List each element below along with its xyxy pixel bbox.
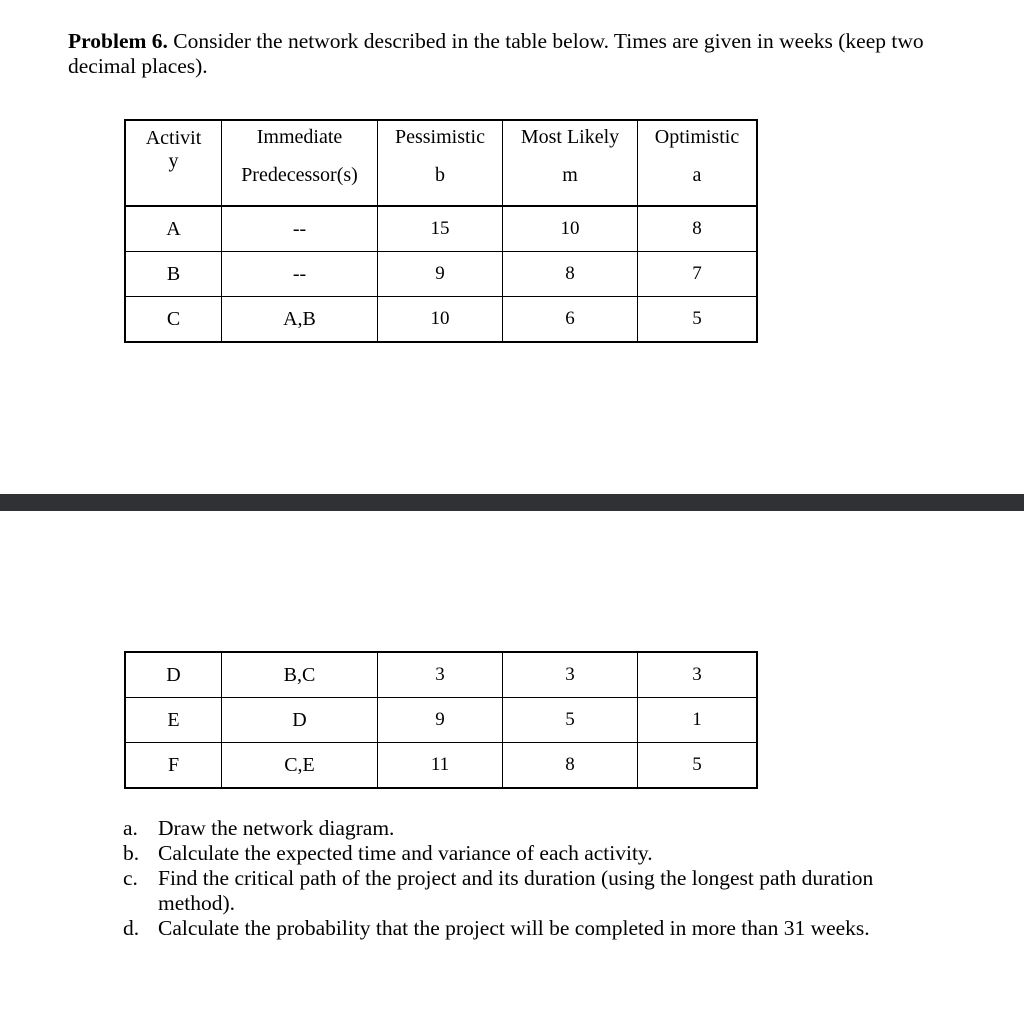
question-a — [120, 816, 950, 841]
cell-most-likely: 3 — [503, 652, 638, 698]
header-predecessors-line2: Predecessor(s) — [241, 164, 358, 186]
cell-activity: D — [125, 652, 222, 698]
question-label: d. — [123, 916, 140, 940]
cell-activity: E — [125, 698, 222, 743]
cell-pessimistic: 3 — [378, 652, 503, 698]
cell-predecessors: -- — [222, 206, 378, 252]
header-activity-line1: Activit — [145, 127, 202, 149]
cell-pessimistic: 10 — [378, 297, 503, 343]
cell-optimistic: 5 — [638, 743, 758, 789]
header-activity — [125, 120, 222, 206]
table-row — [125, 206, 757, 252]
cell-pessimistic: 11 — [378, 743, 503, 789]
cell-optimistic: 3 — [638, 652, 758, 698]
question-label: b. — [123, 841, 140, 865]
question-text: Calculate the probability that the project will be completed in more than 31 weeks. — [158, 916, 870, 940]
cell-pessimistic: 15 — [378, 206, 503, 252]
cell-optimistic: 8 — [638, 206, 758, 252]
table-header-row — [125, 120, 757, 206]
question-label: c. — [123, 866, 138, 890]
activity-table-bottom — [124, 651, 758, 789]
table-row — [125, 252, 757, 297]
cell-activity: F — [125, 743, 222, 789]
header-pessimistic-line1: Pessimistic — [394, 126, 485, 148]
cell-predecessors: -- — [222, 252, 378, 297]
cell-optimistic: 1 — [638, 698, 758, 743]
header-optimistic — [638, 120, 758, 206]
problem-label: Problem 6. — [68, 29, 168, 53]
header-most-likely-line1: Most Likely — [520, 126, 620, 148]
cell-predecessors: A,B — [222, 297, 378, 343]
header-predecessors-line1: Immediate — [256, 126, 343, 148]
table-row — [125, 652, 757, 698]
cell-activity: B — [125, 252, 222, 297]
cell-most-likely: 6 — [503, 297, 638, 343]
cell-pessimistic: 9 — [378, 252, 503, 297]
cell-predecessors: B,C — [222, 652, 378, 698]
problem-statement — [68, 29, 968, 79]
cell-most-likely: 8 — [503, 252, 638, 297]
cell-most-likely: 8 — [503, 743, 638, 789]
question-list — [120, 816, 950, 941]
problem-text: Consider the network described in the table below. Times are given in weeks (keep two decimal places). — [68, 29, 924, 78]
page-divider-bar — [0, 494, 1024, 511]
activity-table-top — [124, 119, 758, 343]
question-text: Draw the network diagram. — [158, 816, 395, 840]
header-pessimistic — [378, 120, 503, 206]
cell-most-likely: 5 — [503, 698, 638, 743]
cell-optimistic: 7 — [638, 252, 758, 297]
cell-optimistic: 5 — [638, 297, 758, 343]
header-predecessors — [222, 120, 378, 206]
question-b — [120, 841, 950, 866]
question-label: a. — [123, 816, 138, 840]
header-most-likely — [503, 120, 638, 206]
header-activity-line2: y — [168, 150, 179, 172]
table-row — [125, 297, 757, 343]
cell-activity: C — [125, 297, 222, 343]
header-most-likely-line2: m — [562, 164, 578, 186]
question-d — [120, 916, 950, 941]
question-c — [120, 866, 950, 916]
cell-activity: A — [125, 206, 222, 252]
cell-most-likely: 10 — [503, 206, 638, 252]
question-text: Calculate the expected time and variance of each activity. — [158, 841, 653, 865]
header-pessimistic-line2: b — [435, 164, 445, 186]
cell-pessimistic: 9 — [378, 698, 503, 743]
question-text: Find the critical path of the project and its duration (using the longest path duration method). — [158, 866, 874, 915]
table-row — [125, 698, 757, 743]
cell-predecessors: D — [222, 698, 378, 743]
header-optimistic-line1: Optimistic — [654, 126, 740, 148]
cell-predecessors: C,E — [222, 743, 378, 789]
header-optimistic-line2: a — [692, 164, 702, 186]
table-row — [125, 743, 757, 789]
